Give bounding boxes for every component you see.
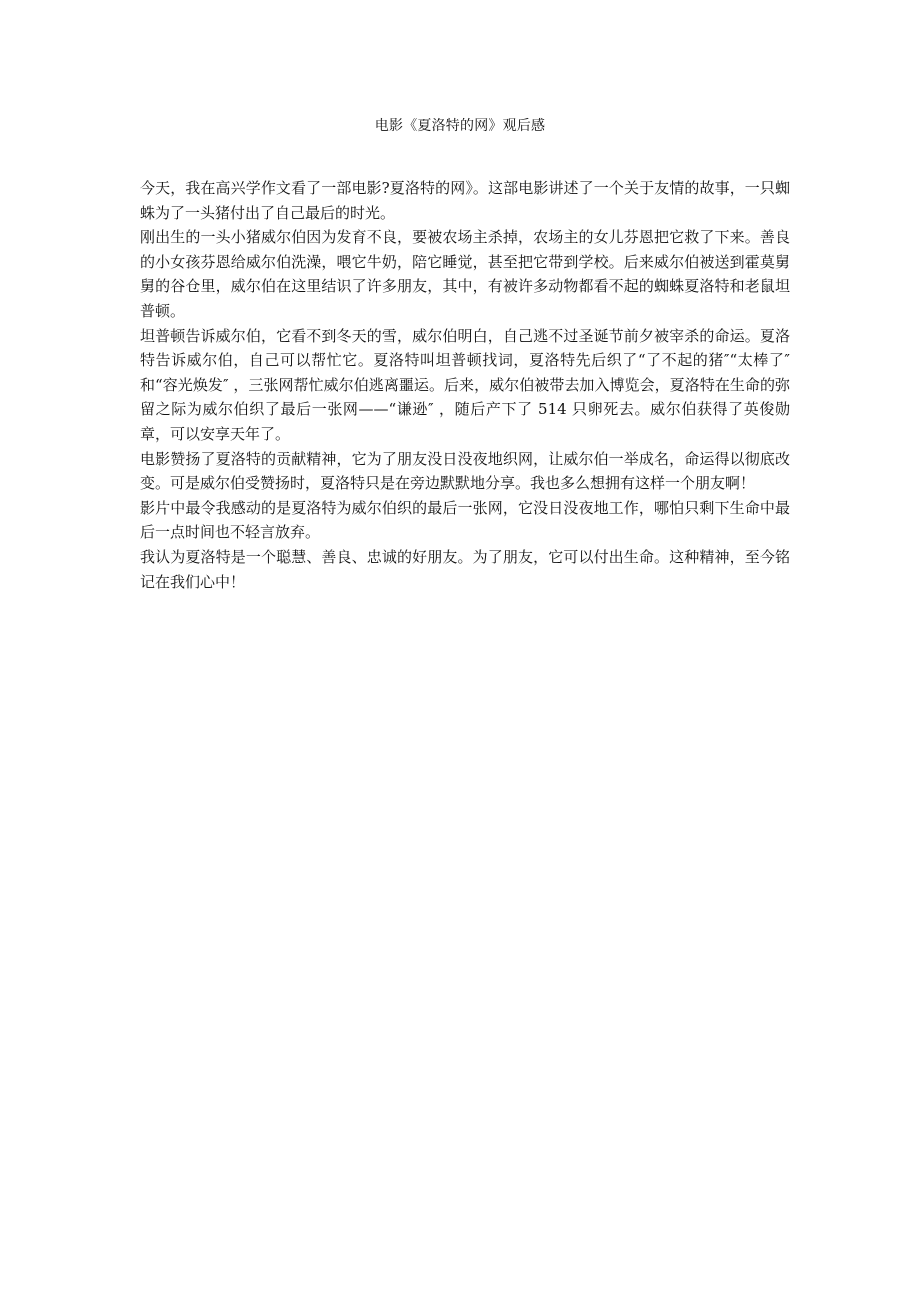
paragraph-moving-moment: 影片中最令我感动的是夏洛特为威尔伯织的最后一张网，它没日没夜地工作，哪怕只剩下生命中最后一点时间也不轻言放弃。 <box>140 498 790 542</box>
paragraph-wilbur-rescue: 刚出生的一头小猪威尔伯因为发育不良，要被农场主杀掉，农场主的女儿芬恩把它救了下来。善良的小女孩芬恩给威尔伯洗澡，喂它牛奶，陪它睡觉，甚至把它带到学校。后来威尔伯被送到霍莫舅舅的谷仓里，威尔伯在这里结识了许多朋友，其中，有被许多动物都看不起的蜘蛛夏洛特和老鼠坦普顿。 <box>140 228 790 320</box>
document-title: 电影《夏洛特的网》观后感 <box>374 118 546 134</box>
paragraph-intro: 今天，我在高兴学作文看了一部电影?夏洛特的网》。这部电影讲述了一个关于友情的故事，一只蜘蛛为了一头猪付出了自己最后的时光。 <box>140 179 790 222</box>
paragraph-conclusion: 我认为夏洛特是一个聪慧、善良、忠诚的好朋友。为了朋友，它可以付出生命。这种精神，至今铭记在我们心中！ <box>140 547 790 591</box>
document-body <box>140 176 790 594</box>
paragraph-praise: 电影赞扬了夏洛特的贡献精神，它为了朋友没日没夜地织网，让威尔伯一举成名，命运得以彻底改变。可是威尔伯受赞扬时，夏洛特只是在旁边默默地分享。我也多么想拥有这样一个朋友啊！ <box>140 449 790 493</box>
paragraph-charlotte-web: 坦普顿告诉威尔伯，它看不到冬天的雪，威尔伯明白，自己逃不过圣诞节前夕被宰杀的命运。夏洛特告诉威尔伯，自己可以帮忙它。夏洛特叫坦普顿找词，夏洛特先后织了“了不起的猪″“太棒了″ 和“容光焕发″ ，三张网帮忙威尔伯逃离噩运。后来，威尔伯被带去加入博览会，夏洛特在生命的弥留之际为威尔伯织了最后一张网——“谦逊″ ，随后产下了 514 只卵死去。威尔伯获得了英俊勋章，可以安享天年了。 <box>140 326 790 443</box>
